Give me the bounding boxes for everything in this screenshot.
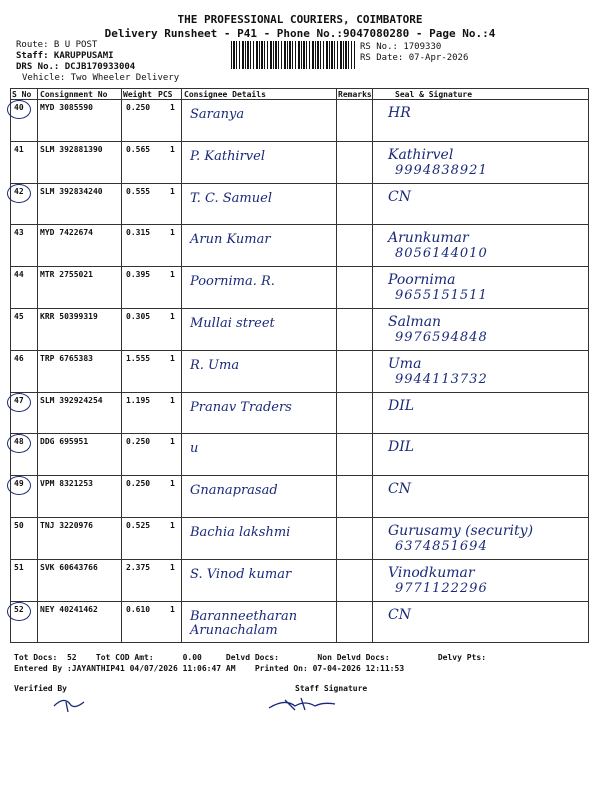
row-consignee-handwritten: Saranya [190,107,245,122]
col-header-sno: S No [12,90,32,99]
row-weight: 0.315 [126,228,151,238]
col-header-consignee: Consignee Details [184,90,266,99]
row-phone-handwritten: 6374851694 [395,539,488,554]
row-pcs: 1 [170,228,175,238]
row-divider [10,308,588,309]
row-sno: 52 [14,604,24,614]
row-sno: 50 [14,521,24,530]
row-circle-mark [7,602,31,621]
row-pcs: 1 [170,312,175,321]
row-sno: 42 [14,186,24,196]
row-consignment-no: TRP 6765383 [40,353,93,363]
row-consignee-handwritten: Baranneetharan Arunachalam [190,608,298,638]
row-seal-signature: CN [388,606,411,623]
row-pcs: 1 [170,103,175,112]
vehicle-text: Vehicle: Two Wheeler Delivery [22,73,180,83]
row-divider [10,559,588,560]
row-seal-signature: CN [388,188,411,205]
row-pcs: 1 [170,521,175,530]
col-header-weight: Weight [123,90,152,99]
row-seal-signature: Poornima [388,272,456,289]
row-pcs: 1 [170,353,175,363]
row-consignee-handwritten: Poornima. R. [190,274,275,290]
row-seal-signature: Arunkumar [388,230,469,247]
row-seal-signature: Kathirvel [388,146,454,163]
row-weight: 0.250 [126,103,151,112]
row-divider [10,475,588,476]
row-divider [10,392,588,393]
row-seal-signature: Uma [388,355,422,372]
row-sno: 43 [14,228,24,238]
row-seal-signature: Salman [388,314,442,330]
row-circle-mark [7,393,31,412]
totals-line: Tot Docs: 52 Tot COD Amt: 0.00 Delvd Docs: Non Delvd Docs: Delvy Pts: [14,653,487,662]
row-weight: 0.565 [126,144,151,154]
row-divider [10,433,588,434]
row-phone-handwritten: 9976594848 [395,330,488,345]
row-consignment-no: NEY 40241462 [40,604,98,614]
row-circle-mark [7,100,31,119]
row-circle-mark [7,184,31,203]
row-weight: 0.250 [126,437,151,447]
row-weight: 0.525 [126,521,151,530]
row-consignment-no: SLM 392834240 [40,186,103,196]
row-phone-handwritten: 9994838921 [395,162,488,178]
route-text: Route: B U POST [16,40,98,50]
header-bottom-border [10,99,588,100]
row-pcs: 1 [170,395,175,405]
row-divider [10,141,588,142]
barcode-image [231,41,355,69]
row-weight: 1.195 [126,395,151,405]
row-sno: 51 [14,562,24,572]
row-consignee-handwritten: R. Uma [190,357,240,373]
table-top-border [10,88,588,89]
row-pcs: 1 [170,270,175,280]
row-weight: 0.305 [126,312,151,321]
row-consignment-no: MYD 7422674 [40,228,93,238]
row-seal-signature: HR [388,105,411,121]
row-consignee-handwritten: P. Kathirvel [190,148,266,164]
row-divider [10,642,588,643]
row-divider [10,224,588,225]
rs-date: RS Date: 07-Apr-2026 [360,53,469,63]
row-consignment-no: MYD 3085590 [40,103,93,112]
row-phone-handwritten: 9655151511 [395,288,488,304]
row-sno: 41 [14,144,24,154]
row-sno: 40 [14,103,24,112]
row-weight: 0.610 [126,604,151,614]
table-right-border [588,88,589,643]
staff-signature-label: Staff Signature [295,684,368,693]
row-phone-handwritten: 9771122296 [395,580,488,596]
row-circle-mark [7,434,31,453]
entered-by-line: Entered By :JAYANTHIP41 04/07/2026 11:06:47 AM Printed On: 07-04-2026 12:11:53 [14,664,405,673]
row-consignment-no: SLM 392924254 [40,395,103,405]
row-consignee-handwritten: Gnanaprasad [190,483,278,499]
row-sno: 46 [14,353,24,363]
row-consignment-no: MTR 2755021 [40,270,93,280]
col-header-pcs: PCS [158,90,173,99]
row-phone-handwritten: 9944113732 [395,371,488,387]
row-pcs: 1 [170,604,175,614]
row-circle-mark [7,476,31,495]
row-weight: 0.395 [126,270,151,280]
row-pcs: 1 [170,437,175,447]
row-seal-signature: CN [388,481,411,498]
row-consignment-no: TNJ 3220976 [40,521,93,530]
row-pcs: 1 [170,144,175,154]
row-divider [10,183,588,184]
row-pcs: 1 [170,562,175,572]
staff-text: Staff: KARUPPUSAMI [16,51,114,61]
rs-number: RS No.: 1709330 [360,42,442,52]
row-consignee-handwritten: S. Vinod kumar [190,566,292,582]
verifier-signature [50,694,90,714]
row-pcs: 1 [170,479,175,489]
row-consignment-no: DDG 695951 [40,437,89,447]
row-weight: 0.555 [126,186,151,196]
row-consignee-handwritten: Pranav Traders [190,399,292,415]
row-consignee-handwritten: Bachia lakshmi [190,525,291,540]
col-header-seal: Seal & Signature [395,90,473,99]
company-title: THE PROFESSIONAL COURIERS, COIMBATORE [177,13,423,26]
row-consignment-no: KRR 50399319 [40,312,98,321]
row-consignment-no: VPM 8321253 [40,479,93,489]
row-divider [10,350,588,351]
row-divider [10,601,588,602]
verified-by-label: Verified By [14,684,67,693]
row-sno: 44 [14,270,24,280]
drs-number: DRS No.: DCJB170933004 [16,62,136,72]
row-consignment-no: SLM 392881390 [40,144,103,154]
row-consignee-handwritten: Mullai street [190,316,275,331]
row-seal-signature: DIL [388,439,415,456]
row-phone-handwritten: 8056144010 [395,246,488,262]
col-header-consignment: Consignment No [40,90,108,99]
row-weight: 0.250 [126,479,151,489]
row-weight: 1.555 [126,353,151,363]
row-weight: 2.375 [126,562,151,572]
staff-signature-image [265,694,345,714]
row-sno: 47 [14,395,24,405]
row-seal-signature: Gurusamy (security) [388,523,534,539]
row-consignee-handwritten: Arun Kumar [190,232,271,248]
row-consignment-no: SVK 60643766 [40,562,98,572]
col-header-remarks: Remarks [338,90,372,99]
row-divider [10,266,588,267]
row-pcs: 1 [170,186,175,196]
runsheet-subtitle: Delivery Runsheet - P41 - Phone No.:9047080280 - Page No.:4 [104,27,496,40]
row-divider [10,517,588,518]
row-sno: 48 [14,437,24,447]
row-consignee-handwritten: T. C. Samuel [190,190,272,206]
row-consignee-handwritten: u [190,441,199,457]
row-sno: 45 [14,312,24,321]
row-seal-signature: Vinodkumar [388,564,475,581]
row-seal-signature: DIL [388,397,415,414]
row-sno: 49 [14,479,24,489]
